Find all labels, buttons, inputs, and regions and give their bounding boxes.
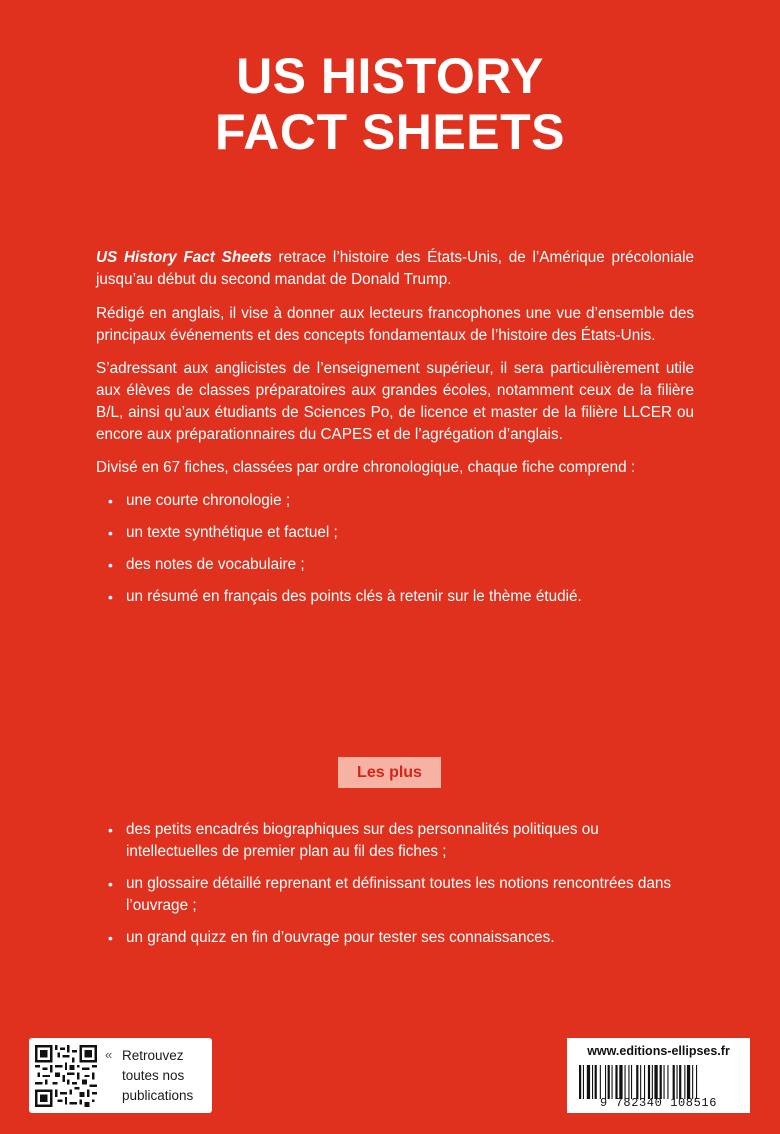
intro-paragraph-2: Rédigé en anglais, il vise à donner aux lecteurs francophones une vue d’ensemble des principaux événements et des concepts fondamentaux de l’histoire des États-Unis. <box>96 305 694 344</box>
bullet-icon: • <box>108 822 113 838</box>
publications-link-text[interactable]: Retrouvez toutes nos publications <box>122 1048 194 1103</box>
list-item: • des notes de vocabulaire ; <box>96 554 694 576</box>
list-item: • un résumé en français des points clés à retenir sur le thème étudié. <box>96 586 694 608</box>
bullet-icon: • <box>108 930 113 946</box>
intro-paragraph-1 <box>96 247 694 291</box>
list-item: • des petits encadrés biographiques sur des personnalités politiques ou intellectuelles de premier plan au fil des fiches ; <box>108 821 599 860</box>
plus-list <box>96 819 694 949</box>
intro-paragraph-4: Divisé en 67 fiches, classées par ordre chronologique, chaque fiche comprend : <box>96 459 636 476</box>
bullet-icon: • <box>108 557 113 573</box>
bullet-icon: • <box>108 876 113 892</box>
bullet-icon: • <box>108 589 113 605</box>
plus-block <box>96 819 694 959</box>
title-line-1: US HISTORY <box>236 48 544 104</box>
isbn-barcode <box>579 1065 739 1099</box>
qr-code-icon[interactable] <box>35 1045 97 1107</box>
description-block <box>96 247 694 618</box>
isbn-digits: 9 782340 108516 <box>599 1096 718 1110</box>
double-chevron-left-icon: « <box>105 1047 113 1062</box>
barcode-panel <box>567 1038 750 1113</box>
list-item: • un texte synthétique et factuel ; <box>96 522 694 544</box>
list-item: • un grand quizz en fin d’ouvrage pour tester ses connaissances. <box>96 927 694 949</box>
publisher-website[interactable]: www.editions-ellipses.fr <box>587 1044 730 1058</box>
intro-paragraph-1-text: retrace l’histoire des États-Unis, de l’Amérique précoloniale jusqu’au début du second mandat de Donald Trump. <box>96 249 694 288</box>
title-line-2: FACT SHEETS <box>215 104 565 160</box>
list-item: • une courte chronologie ; <box>96 490 694 512</box>
les-plus-badge: Les plus <box>338 757 441 788</box>
intro-paragraph-3: S’adressant aux anglicistes de l’enseignement supérieur, il sera particulièrement utile aux élèves de classes préparatoires aux grandes écoles, notamment ceux de la filière B/L, ainsi qu’aux étudiants de Sciences Po, de licence et master de la filière LLCER ou encore aux préparationnaires du CAPES et de l’agrégation d’anglais. <box>96 360 694 443</box>
bullet-icon: • <box>108 493 113 509</box>
publications-qr-panel[interactable] <box>29 1038 212 1113</box>
contents-list <box>96 490 694 608</box>
list-item: • un glossaire détaillé reprenant et définissant toutes les notions rencontrées dans l’ouvrage ; <box>108 875 672 914</box>
bullet-icon: • <box>108 525 113 541</box>
book-title <box>0 48 780 160</box>
book-name-emphasis: US History Fact Sheets <box>96 249 272 266</box>
